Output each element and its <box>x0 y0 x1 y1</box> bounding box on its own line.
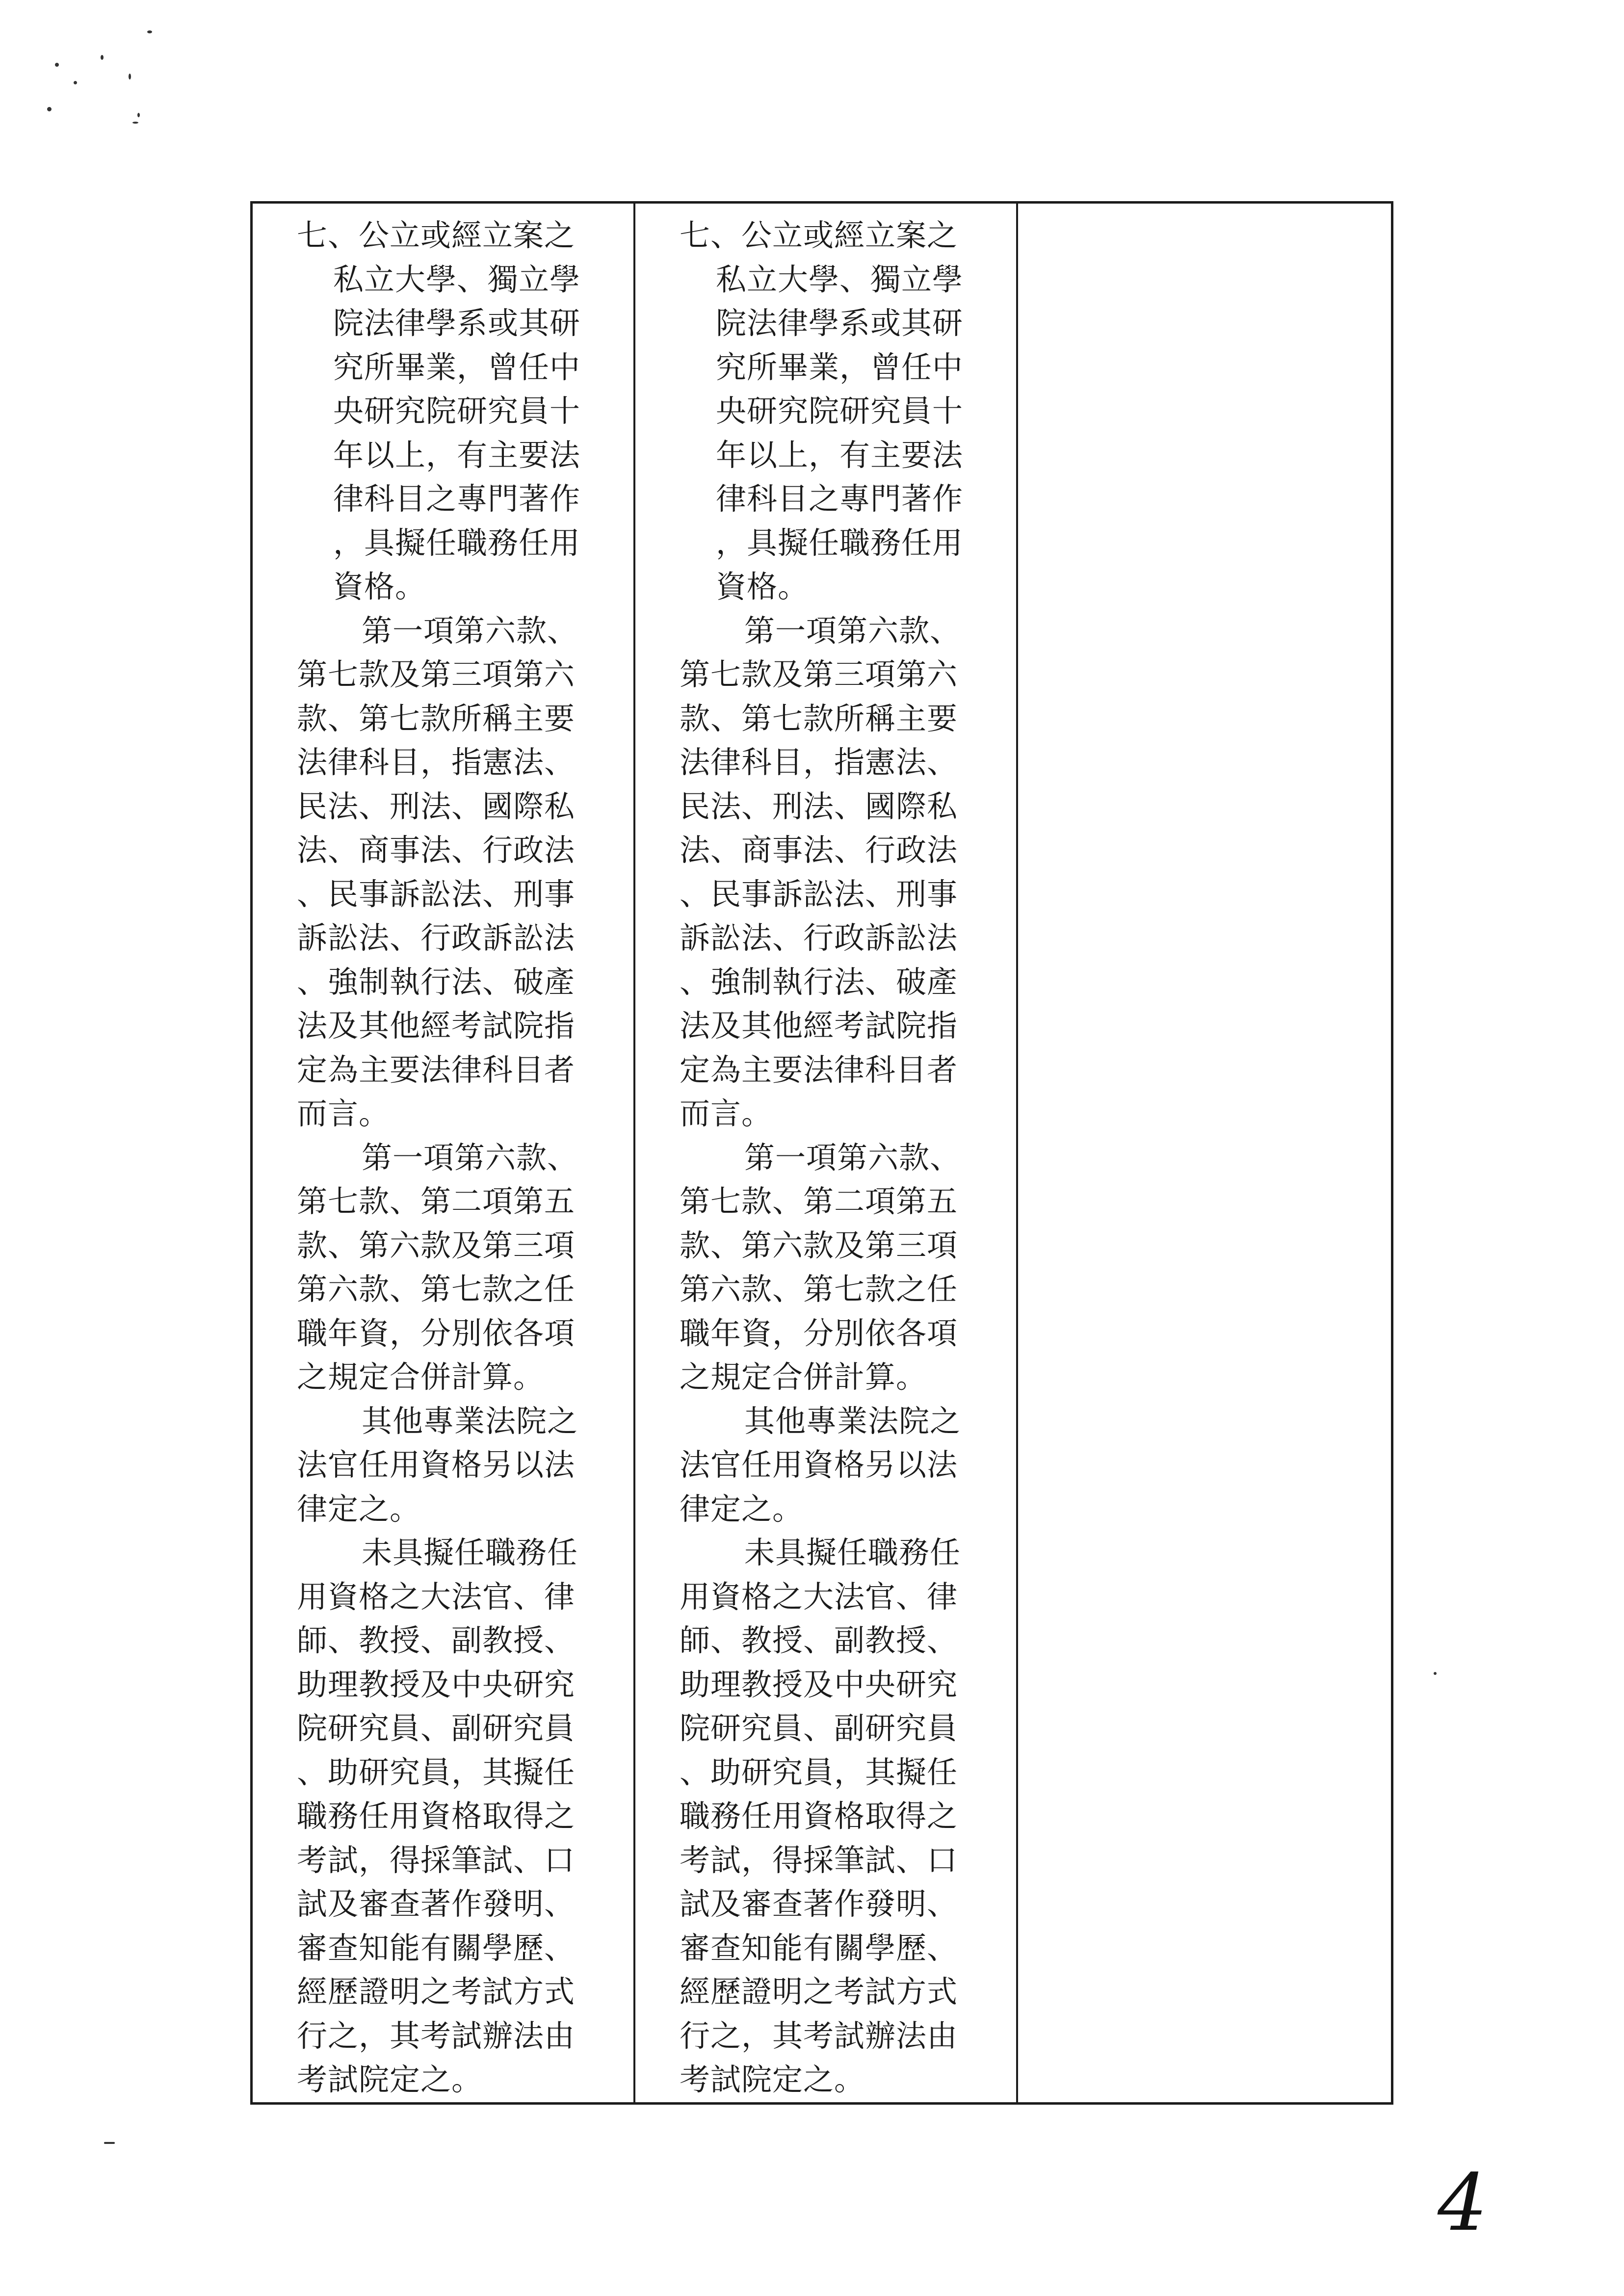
table-column-right <box>1018 204 1391 2102</box>
text-line: 、民事訴訟法、刑事 <box>297 876 576 912</box>
scan-speck <box>129 74 131 79</box>
text-line: 律定之。 <box>680 1490 804 1527</box>
text-line: 師、教授、副教授、 <box>680 1622 958 1658</box>
scan-speck <box>147 30 152 33</box>
text-line: 第一項第六款、 <box>362 1139 578 1175</box>
text-line: 試及審查著作發明、 <box>297 1886 576 1922</box>
text-line: 第六款、第七款之任 <box>680 1271 958 1307</box>
text-line: 職年資，分別依各項 <box>297 1315 576 1351</box>
scan-speck <box>132 122 138 124</box>
text-line: 之規定合併計算。 <box>297 1359 545 1395</box>
text-line: 律科目之專門著作 <box>333 481 581 517</box>
text-line: 資格。 <box>716 569 809 604</box>
text-line: 第七款及第三項第六 <box>680 656 958 692</box>
text-line: 七、公立或經立案之 <box>297 217 576 253</box>
text-line: 院法律學系或其研 <box>333 305 581 341</box>
text-line: 第六款、第七款之任 <box>297 1271 576 1307</box>
text-line: 訴訟法、行政訴訟法 <box>297 920 576 956</box>
table-column-left <box>253 204 635 2102</box>
text-line: 款、第七款所稱主要 <box>680 700 958 736</box>
text-line: 第一項第六款、 <box>362 612 578 649</box>
page-number: 4 <box>1438 2157 1488 2248</box>
scan-speck <box>1434 1672 1437 1675</box>
text-line: 第七款、第二項第五 <box>680 1183 958 1219</box>
text-line: ，具擬任職務任用 <box>333 524 581 561</box>
text-line: 私立大學、獨立學 <box>716 261 964 297</box>
text-line: 職務任用資格取得之 <box>297 1798 576 1834</box>
text-line: ，具擬任職務任用 <box>716 524 964 561</box>
scan-speck <box>74 81 77 84</box>
scan-speck <box>137 113 140 117</box>
text-line: 經歷證明之考試方式 <box>297 1974 576 2009</box>
scan-speck <box>101 55 104 60</box>
table-column-middle <box>635 204 1018 2102</box>
text-line: 法及其他經考試院指 <box>297 1008 576 1044</box>
text-line: 法、商事法、行政法 <box>680 832 958 868</box>
scan-speck <box>104 2142 115 2144</box>
text-line: 、助研究員，其擬任 <box>297 1754 576 1790</box>
text-line: 審查知能有關學歷、 <box>680 1930 958 1966</box>
text-line: 試及審查著作發明、 <box>680 1886 958 1922</box>
text-line: 究所畢業，曾任中 <box>716 349 964 385</box>
comparison-table <box>250 201 1393 2105</box>
text-line: 第七款及第三項第六 <box>297 656 576 692</box>
column-text <box>297 213 616 2102</box>
text-line: 行之，其考試辦法由 <box>680 2017 958 2054</box>
text-line: 第一項第六款、 <box>744 612 961 649</box>
text-line: 、助研究員，其擬任 <box>680 1754 958 1790</box>
text-line: 經歷證明之考試方式 <box>680 1974 958 2009</box>
text-line: 法官任用資格另以法 <box>297 1447 576 1483</box>
text-line: 款、第六款及第三項 <box>680 1227 958 1263</box>
text-line: 未具擬任職務任 <box>362 1535 578 1570</box>
text-line: 院法律學系或其研 <box>716 305 964 341</box>
text-line: 考試院定之。 <box>680 2061 865 2097</box>
text-line: 法、商事法、行政法 <box>297 832 576 868</box>
text-line: 助理教授及中央研究 <box>680 1666 958 1702</box>
text-line: 第七款、第二項第五 <box>297 1183 576 1219</box>
text-line: 民法、刑法、國際私 <box>680 788 958 824</box>
text-line: 訴訟法、行政訴訟法 <box>680 920 958 956</box>
text-line: 師、教授、副教授、 <box>297 1622 576 1658</box>
text-line: 行之，其考試辦法由 <box>297 2017 576 2054</box>
text-line: 而言。 <box>680 1096 773 1131</box>
text-line: 究所畢業，曾任中 <box>333 349 581 385</box>
text-line: 其他專業法院之 <box>744 1403 961 1439</box>
text-line: 考試院定之。 <box>297 2061 483 2097</box>
text-line: 、民事訴訟法、刑事 <box>680 876 958 912</box>
text-line: 定為主要法律科目者 <box>297 1051 576 1088</box>
text-line: 職務任用資格取得之 <box>680 1798 958 1834</box>
text-line: 考試，得採筆試、口 <box>297 1842 576 1878</box>
text-line: 律科目之專門著作 <box>716 481 964 517</box>
column-text <box>680 213 998 2102</box>
text-line: 七、公立或經立案之 <box>680 217 958 253</box>
text-line: 職年資，分別依各項 <box>680 1315 958 1351</box>
text-line: 、強制執行法、破產 <box>680 964 958 1000</box>
text-line: 法及其他經考試院指 <box>680 1008 958 1044</box>
text-line: 法律科目，指憲法、 <box>680 744 958 780</box>
text-line: 院研究員、副研究員 <box>297 1710 576 1746</box>
text-line: 之規定合併計算。 <box>680 1359 927 1395</box>
text-line: 第一項第六款、 <box>744 1139 961 1175</box>
text-line: 資格。 <box>333 569 426 604</box>
text-line: 用資格之大法官、律 <box>680 1578 958 1615</box>
text-line: 定為主要法律科目者 <box>680 1051 958 1088</box>
text-line: 助理教授及中央研究 <box>297 1666 576 1702</box>
text-line: 未具擬任職務任 <box>744 1535 961 1570</box>
text-line: 年以上，有主要法 <box>716 437 964 473</box>
text-line: 私立大學、獨立學 <box>333 261 581 297</box>
text-line: 央研究院研究員十 <box>333 393 581 429</box>
text-line: 律定之。 <box>297 1490 421 1527</box>
text-line: 、強制執行法、破產 <box>297 964 576 1000</box>
text-line: 考試，得採筆試、口 <box>680 1842 958 1878</box>
text-line: 民法、刑法、國際私 <box>297 788 576 824</box>
text-line: 年以上，有主要法 <box>333 437 581 473</box>
text-line: 院研究員、副研究員 <box>680 1710 958 1746</box>
text-line: 而言。 <box>297 1096 390 1131</box>
text-line: 其他專業法院之 <box>362 1403 578 1439</box>
text-line: 法律科目，指憲法、 <box>297 744 576 780</box>
text-line: 央研究院研究員十 <box>716 393 964 429</box>
scan-speck <box>55 63 59 67</box>
text-line: 用資格之大法官、律 <box>297 1578 576 1615</box>
text-line: 審查知能有關學歷、 <box>297 1930 576 1966</box>
text-line: 款、第六款及第三項 <box>297 1227 576 1263</box>
text-line: 款、第七款所稱主要 <box>297 700 576 736</box>
scan-speck <box>47 107 52 111</box>
text-line: 法官任用資格另以法 <box>680 1447 958 1483</box>
